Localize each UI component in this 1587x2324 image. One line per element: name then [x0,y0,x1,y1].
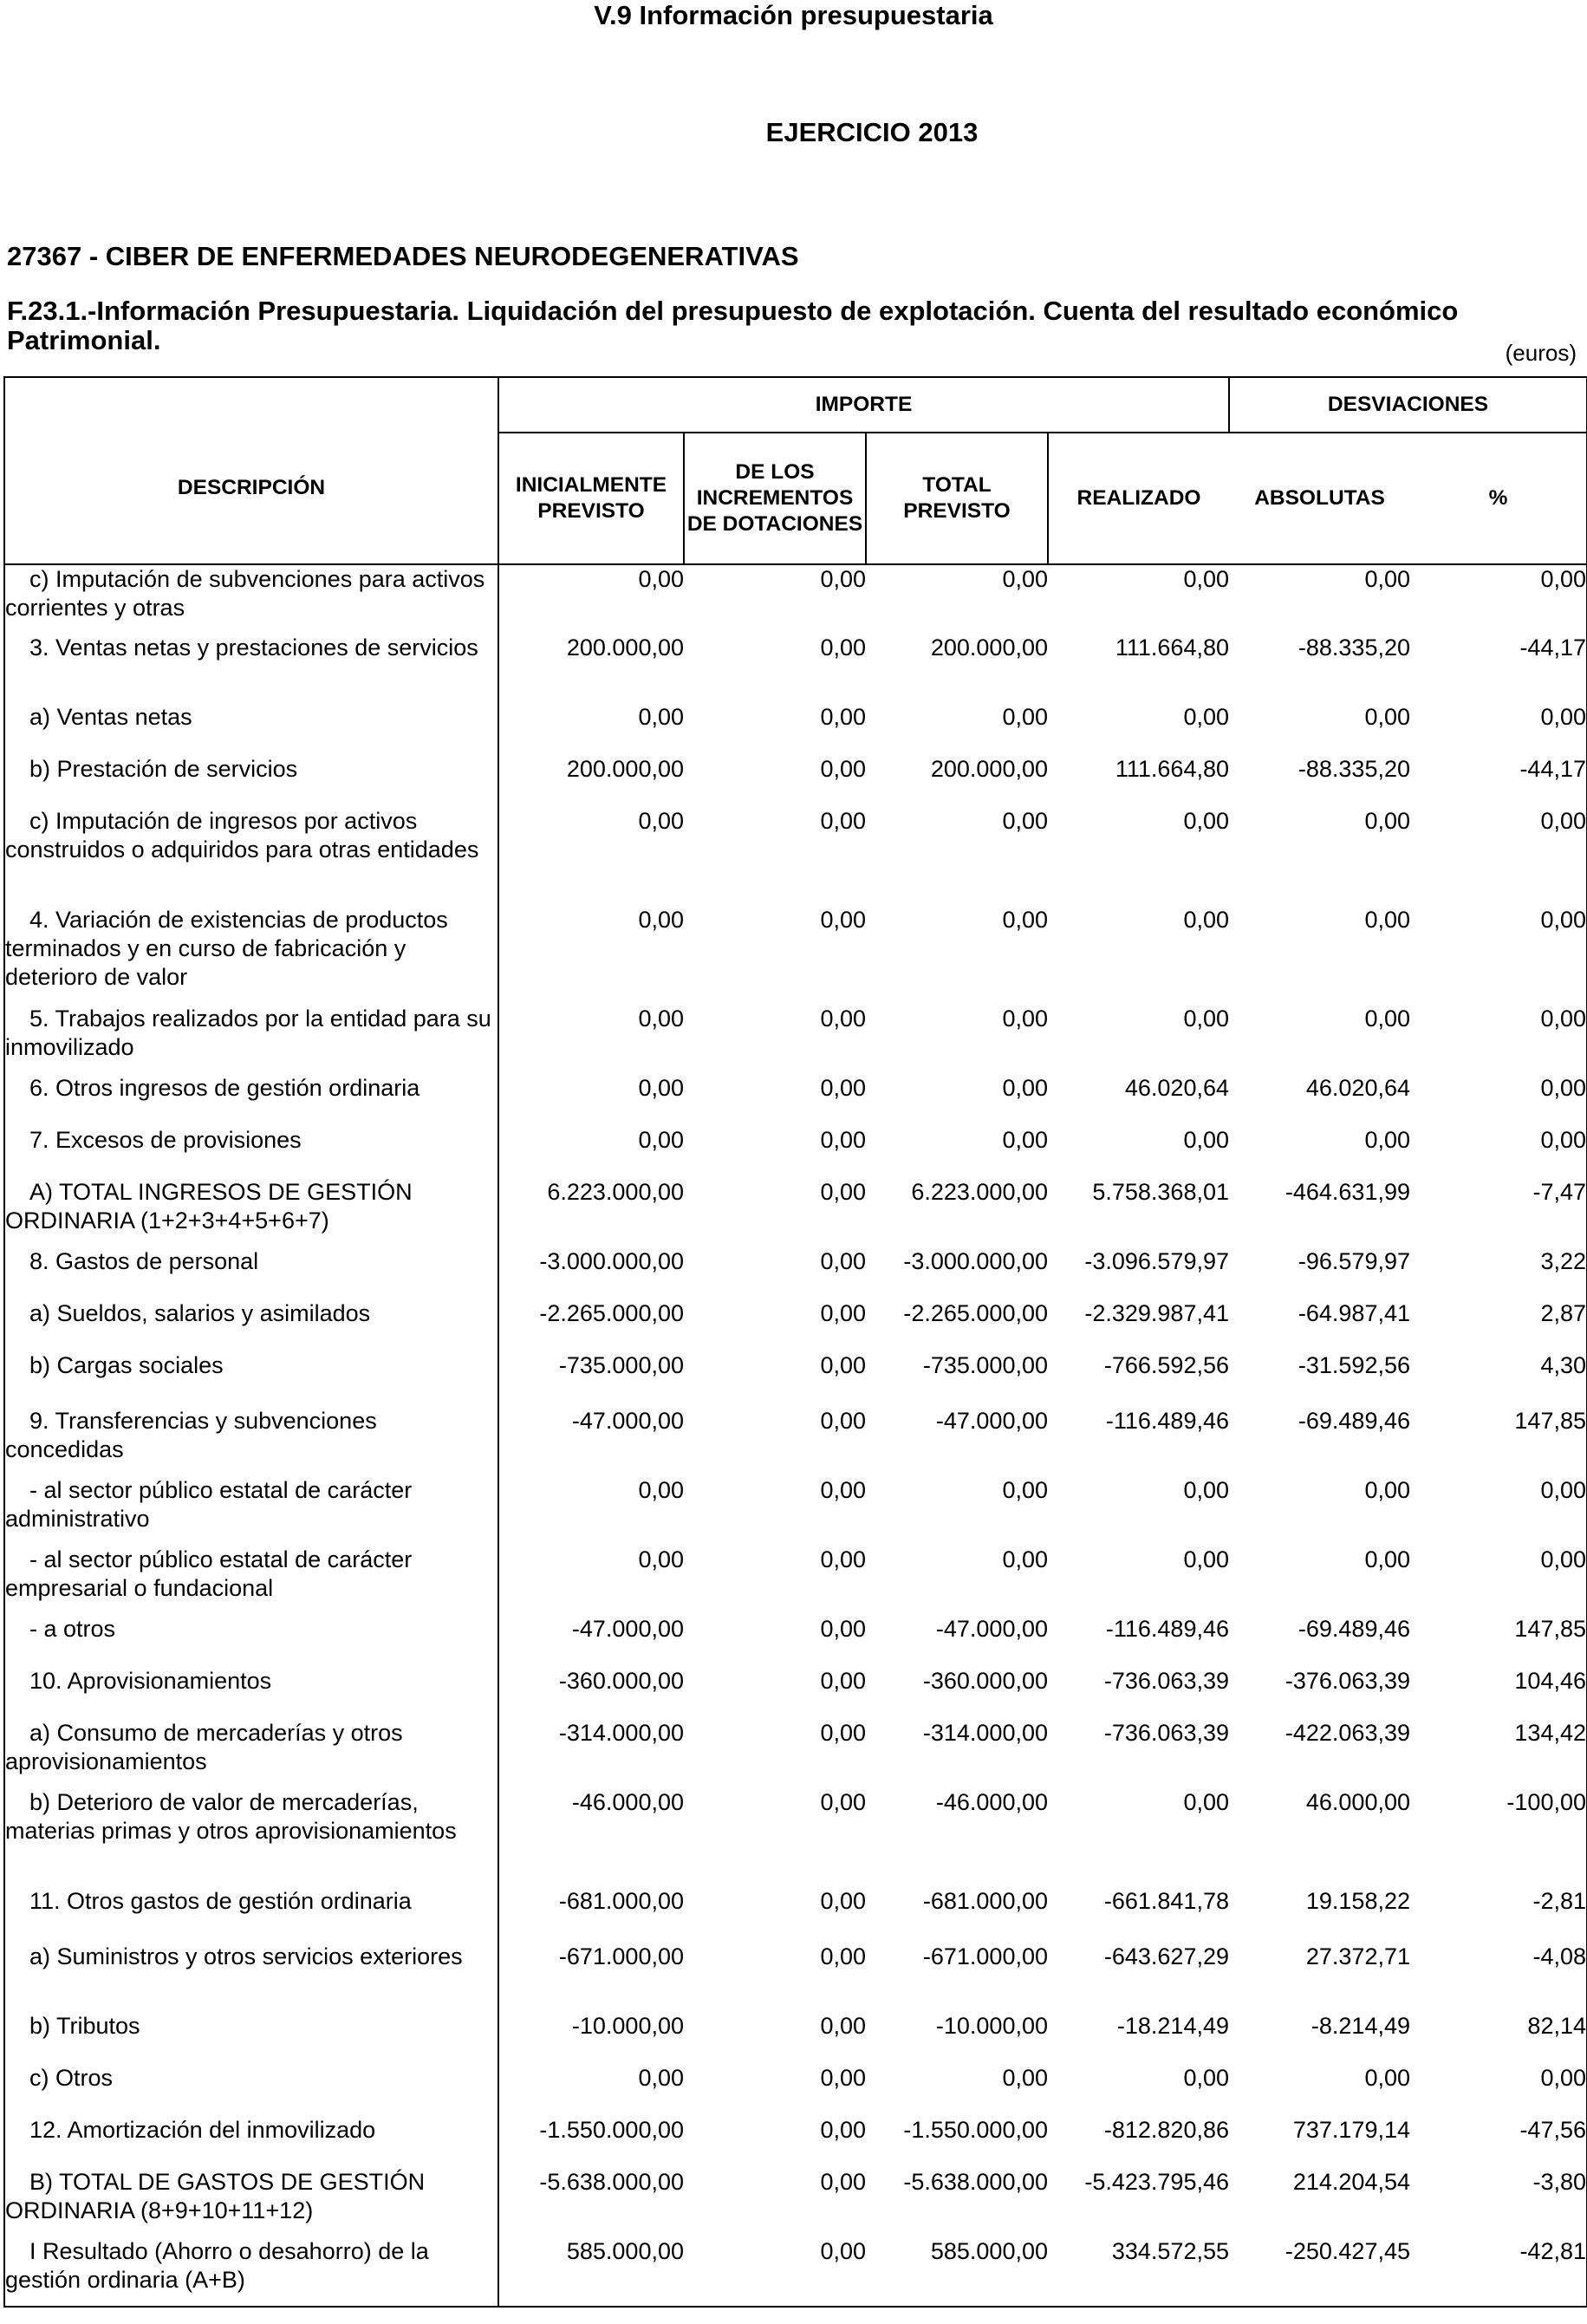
cell-total-previsto: -314.000,00 [922,1720,1048,1746]
cell-total-previsto: -360.000,00 [922,1668,1048,1694]
cell-absolutas: 46.000,00 [1305,1789,1410,1815]
row-description: c) Imputación de ingresos por activos construidos o adquiridos para otras entidades [4,807,498,906]
table-row [4,564,1587,634]
cell-porcentaje: 0,00 [1410,1074,1587,1126]
cell-porcentaje: -100,00 [1410,1788,1587,1887]
cell-porcentaje: 0,00 [1410,906,1587,1005]
cell-porcentaje: 0,00 [1410,807,1587,906]
cell-incrementos: 0,00 [820,1720,866,1746]
cell-realizado: 0,00 [1183,907,1229,933]
cell-realizado: 0,00 [1183,2065,1229,2091]
cell-absolutas: 214.204,54 [1292,2169,1410,2195]
table-row [4,1476,1587,1546]
col-header-realizado: REALIZADO [1048,433,1229,564]
cell-realizado: 0,00 [1183,1546,1229,1572]
row-description: a) Suministros y otros servicios exteriores [4,1943,498,2012]
cell-total-previsto: 6.223.000,00 [911,1179,1048,1205]
table-row [4,2012,1587,2064]
cell-absolutas: 0,00 [1364,1127,1410,1153]
cell-incrementos: 0,00 [820,2013,866,2039]
cell-realizado: -5.423.795,46 [1084,2169,1229,2195]
cell-total-previsto: 585.000,00 [866,2237,1048,2307]
cell-incrementos: 0,00 [820,1616,866,1642]
cell-inicialmente-previsto: -360.000,00 [498,1667,684,1719]
cell-total-previsto: 200.000,00 [930,756,1048,782]
cell-realizado: -2.329.987,41 [1084,1300,1229,1326]
table-row [4,1126,1587,1178]
group-header-desviaciones: DESVIACIONES [1229,377,1587,433]
cell-absolutas: 0,00 [1364,2065,1410,2091]
cell-porcentaje: -44,17 [1410,634,1587,703]
row-description: c) Imputación de subvenciones para activos corrientes y otras [4,564,498,634]
cell-incrementos: 0,00 [820,1668,866,1694]
col-header-porcentaje: % [1410,433,1587,564]
cell-realizado: 0,00 [1183,1789,1229,1815]
cell-realizado: 0,00 [1183,566,1229,592]
cell-porcentaje: 4,30 [1410,1351,1587,1407]
cell-total-previsto: 0,00 [1002,907,1048,933]
cell-absolutas: -69.489,46 [1298,1408,1410,1434]
cell-incrementos: 0,00 [820,566,866,592]
cell-inicialmente-previsto: -2.265.000,00 [498,1299,684,1351]
cell-inicialmente-previsto: 0,00 [498,1005,684,1074]
cell-realizado: 0,00 [1183,808,1229,834]
cell-porcentaje: 0,00 [1410,564,1587,634]
cell-inicialmente-previsto: 0,00 [498,1126,684,1178]
cell-absolutas: 0,00 [1364,808,1410,834]
cell-porcentaje: 2,87 [1410,1299,1587,1351]
cell-inicialmente-previsto: 6.223.000,00 [498,1178,684,1247]
cell-absolutas: 0,00 [1364,1477,1410,1503]
row-description: 9. Transferencias y subvenciones concedidas [4,1407,498,1476]
cell-realizado: 111.664,80 [1115,756,1229,782]
cell-porcentaje: 3,22 [1410,1247,1587,1299]
table-row [4,1615,1587,1667]
row-description: a) Ventas netas [4,703,498,755]
table-row [4,755,1587,807]
row-description: b) Tributos [4,2012,498,2064]
row-description: b) Cargas sociales [4,1351,498,1407]
table-row [4,906,1587,1005]
cell-inicialmente-previsto: 0,00 [498,564,684,634]
cell-total-previsto: 0,00 [1002,704,1048,730]
section-title: V.9 Información presupuestaria [594,0,993,30]
cell-incrementos: 0,00 [820,1546,866,1572]
cell-inicialmente-previsto: -47.000,00 [498,1615,684,1667]
row-description: - al sector público estatal de carácter administrativo [4,1476,498,1546]
cell-inicialmente-previsto: 0,00 [498,703,684,755]
cell-incrementos: 0,00 [820,1300,866,1326]
cell-inicialmente-previsto: 0,00 [498,1074,684,1126]
row-description: 11. Otros gastos de gestión ordinaria [4,1887,498,1943]
table-row [4,1074,1587,1126]
cell-incrementos: 0,00 [820,1352,866,1378]
row-description: 8. Gastos de personal [4,1247,498,1299]
row-description: 10. Aprovisionamientos [4,1667,498,1719]
cell-total-previsto: -1.550.000,00 [903,2117,1048,2143]
cell-inicialmente-previsto: -671.000,00 [498,1943,684,2012]
col-header-absolutas: ABSOLUTAS [1229,433,1410,564]
cell-incrementos: 0,00 [820,2117,866,2143]
cell-incrementos: 0,00 [820,1943,866,1969]
cell-incrementos: 0,00 [820,635,866,661]
cell-absolutas: -64.987,41 [1298,1300,1410,1326]
cell-porcentaje: 0,00 [1410,703,1587,755]
cell-absolutas: 0,00 [1364,1546,1410,1572]
cell-total-previsto: -10.000,00 [935,2013,1048,2039]
cell-total-previsto: -735.000,00 [922,1352,1048,1378]
cell-absolutas: 0,00 [1364,1006,1410,1032]
cell-porcentaje: 147,85 [1410,1615,1587,1667]
cell-incrementos: 0,00 [820,704,866,730]
row-description: a) Sueldos, salarios y asimilados [4,1299,498,1351]
cell-total-previsto: -3.000.000,00 [903,1248,1048,1274]
cell-absolutas: -250.427,45 [1229,2237,1410,2307]
cell-absolutas: -376.063,39 [1285,1668,1410,1694]
cell-incrementos: 0,00 [820,808,866,834]
cell-inicialmente-previsto: 200.000,00 [498,634,684,703]
cell-porcentaje: 0,00 [1410,1476,1587,1546]
cell-absolutas: -464.631,99 [1285,1179,1410,1205]
row-description: b) Prestación de servicios [4,755,498,807]
cell-incrementos: 0,00 [820,2065,866,2091]
table-row [4,2064,1587,2116]
cell-porcentaje: 0,00 [1410,1126,1587,1178]
row-description: a) Consumo de mercaderías y otros aprovisionamientos [4,1719,498,1788]
cell-absolutas: -96.579,97 [1298,1248,1410,1274]
row-description: c) Otros [4,2064,498,2116]
cell-total-previsto: -5.638.000,00 [903,2169,1048,2195]
cell-inicialmente-previsto: -735.000,00 [498,1351,684,1407]
cell-incrementos: 0,00 [820,1248,866,1274]
cell-total-previsto: 0,00 [1002,2065,1048,2091]
cell-porcentaje: -2,81 [1410,1887,1587,1943]
cell-incrementos: 0,00 [684,2237,866,2307]
cell-inicialmente-previsto: 0,00 [498,1546,684,1615]
cell-porcentaje: -47,56 [1410,2116,1587,2168]
cell-incrementos: 0,00 [820,1075,866,1101]
cell-absolutas: 0,00 [1364,907,1410,933]
budget-table [3,376,1587,2308]
cell-inicialmente-previsto: 0,00 [498,1476,684,1546]
table-row [4,807,1587,906]
cell-absolutas: -88.335,20 [1298,756,1410,782]
exercise-title: EJERCICIO 2013 [765,117,979,147]
cell-porcentaje: -4,08 [1410,1943,1587,2012]
row-description: - a otros [4,1615,498,1667]
cell-realizado: -766.592,56 [1103,1352,1229,1378]
cell-inicialmente-previsto: -314.000,00 [498,1719,684,1788]
table-row [4,703,1587,755]
cell-realizado: -736.063,39 [1103,1720,1229,1746]
cell-realizado: -661.841,78 [1103,1888,1229,1914]
cell-total-previsto: 0,00 [1002,566,1048,592]
entity-name: 27367 - CIBER DE ENFERMEDADES NEURODEGENERATIVAS [7,241,799,271]
cell-realizado: 0,00 [1183,1477,1229,1503]
cell-porcentaje: -3,80 [1410,2168,1587,2237]
cell-realizado: -736.063,39 [1103,1668,1229,1694]
table-row [4,1887,1587,1943]
cell-realizado: 0,00 [1183,1127,1229,1153]
cell-inicialmente-previsto: -5.638.000,00 [498,2168,684,2237]
cell-inicialmente-previsto: -47.000,00 [498,1407,684,1476]
cell-realizado: -116.489,46 [1105,1616,1229,1642]
table-body [4,564,1587,2307]
form-title: F.23.1.-Información Presupuestaria. Liquidación del presupuesto de explotación. Cuenta del resultado económico Patrimonial. [7,296,1459,355]
units-label: (euros) [1505,340,1577,366]
cell-incrementos: 0,00 [820,1127,866,1153]
cell-total-previsto: -47.000,00 [935,1616,1048,1642]
cell-absolutas: 0,00 [1364,566,1410,592]
table-row [4,1299,1587,1351]
cell-absolutas: -422.063,39 [1285,1720,1410,1746]
table-row [4,1719,1587,1788]
table-row [4,1407,1587,1476]
cell-porcentaje: 134,42 [1410,1719,1587,1788]
cell-absolutas: 0,00 [1364,704,1410,730]
col-header-descripcion: DESCRIPCIÓN [4,377,498,564]
table-row [4,1005,1587,1074]
cell-total-previsto: 0,00 [1002,1127,1048,1153]
cell-incrementos: 0,00 [820,756,866,782]
cell-total-previsto: 0,00 [1002,1477,1048,1503]
row-description: 4. Variación de existencias de productos terminados y en curso de fabricación y deterioro de valor [4,906,498,1005]
cell-absolutas: 737.179,14 [1292,2117,1410,2143]
cell-realizado: 0,00 [1183,704,1229,730]
row-description: I Resultado (Ahorro o desahorro) de la gestión ordinaria (A+B) [4,2237,498,2307]
cell-realizado: 334.572,55 [1048,2237,1229,2307]
cell-porcentaje: 82,14 [1410,2012,1587,2064]
table-row [4,1546,1587,1615]
table-row [4,2116,1587,2168]
cell-porcentaje: -44,17 [1410,755,1587,807]
cell-realizado: -643.627,29 [1103,1943,1229,1969]
row-description: - al sector público estatal de carácter empresarial o fundacional [4,1546,498,1615]
row-description: 5. Trabajos realizados por la entidad para su inmovilizado [4,1005,498,1074]
cell-realizado: -812.820,86 [1103,2117,1229,2143]
cell-porcentaje: 0,00 [1410,1546,1587,1615]
cell-incrementos: 0,00 [820,1179,866,1205]
cell-total-previsto: 0,00 [1002,808,1048,834]
table-row [4,634,1587,703]
group-header-row [4,377,1587,433]
row-description: 7. Excesos de provisiones [4,1126,498,1178]
cell-incrementos: 0,00 [820,907,866,933]
cell-inicialmente-previsto: -46.000,00 [498,1788,684,1887]
cell-incrementos: 0,00 [820,1888,866,1914]
col-header-inicialmente-previsto: INICIALMENTE PREVISTO [498,433,684,564]
cell-realizado: 5.758.368,01 [1092,1179,1229,1205]
col-header-total-previsto: TOTAL PREVISTO [866,433,1048,564]
row-description: 12. Amortización del inmovilizado [4,2116,498,2168]
cell-realizado: 46.020,64 [1124,1075,1229,1101]
cell-inicialmente-previsto: 585.000,00 [498,2237,684,2307]
cell-incrementos: 0,00 [820,1408,866,1434]
cell-inicialmente-previsto: 0,00 [498,906,684,1005]
cell-realizado: 0,00 [1183,1006,1229,1032]
cell-absolutas: -31.592,56 [1298,1352,1410,1378]
table-row [4,1943,1587,2012]
cell-incrementos: 0,00 [820,1789,866,1815]
table-row [4,1247,1587,1299]
cell-realizado: -18.214,49 [1116,2013,1229,2039]
cell-incrementos: 0,00 [820,1006,866,1032]
cell-inicialmente-previsto: -3.000.000,00 [498,1247,684,1299]
cell-absolutas: 46.020,64 [1305,1075,1410,1101]
cell-absolutas: 27.372,71 [1305,1943,1410,1969]
cell-total-previsto: -681.000,00 [922,1888,1048,1914]
group-header-importe: IMPORTE [498,377,1229,433]
table-row [4,2237,1587,2307]
cell-realizado: -3.096.579,97 [1084,1248,1229,1274]
cell-inicialmente-previsto: 200.000,00 [498,755,684,807]
cell-total-previsto: -671.000,00 [922,1943,1048,1969]
cell-total-previsto: 0,00 [1002,1006,1048,1032]
cell-porcentaje: 104,46 [1410,1667,1587,1719]
cell-realizado: 111.664,80 [1115,635,1229,661]
cell-inicialmente-previsto: -1.550.000,00 [498,2116,684,2168]
row-description: B) TOTAL DE GASTOS DE GESTIÓN ORDINARIA (8+9+10+11+12) [4,2168,498,2237]
table-row [4,2168,1587,2237]
cell-total-previsto: -46.000,00 [935,1789,1048,1815]
cell-incrementos: 0,00 [820,2169,866,2195]
cell-inicialmente-previsto: 0,00 [498,807,684,906]
col-header-incrementos: DE LOS INCREMENTOS DE DOTACIONES [684,433,866,564]
cell-total-previsto: 0,00 [1002,1546,1048,1572]
cell-total-previsto: 0,00 [1002,1075,1048,1101]
table-row [4,1788,1587,1887]
cell-total-previsto: -47.000,00 [935,1408,1048,1434]
cell-absolutas: -69.489,46 [1298,1616,1410,1642]
cell-total-previsto: -2.265.000,00 [903,1300,1048,1326]
cell-porcentaje: 147,85 [1410,1407,1587,1476]
cell-inicialmente-previsto: 0,00 [498,2064,684,2116]
cell-porcentaje: 0,00 [1410,2064,1587,2116]
row-description: b) Deterioro de valor de mercaderías, materias primas y otros aprovisionamientos [4,1788,498,1887]
table-row [4,1178,1587,1247]
row-description: A) TOTAL INGRESOS DE GESTIÓN ORDINARIA (1+2+3+4+5+6+7) [4,1178,498,1247]
cell-porcentaje: -42,81 [1410,2237,1587,2307]
row-description: 3. Ventas netas y prestaciones de servicios [4,634,498,703]
cell-absolutas: -88.335,20 [1298,635,1410,661]
cell-inicialmente-previsto: -681.000,00 [498,1887,684,1943]
row-description: 6. Otros ingresos de gestión ordinaria [4,1074,498,1126]
cell-porcentaje: -7,47 [1410,1178,1587,1247]
table-row [4,1667,1587,1719]
cell-porcentaje: 0,00 [1410,1005,1587,1074]
cell-absolutas: -8.214,49 [1311,2013,1410,2039]
cell-incrementos: 0,00 [820,1477,866,1503]
cell-inicialmente-previsto: -10.000,00 [498,2012,684,2064]
cell-total-previsto: 200.000,00 [930,635,1048,661]
table-row [4,1351,1587,1407]
cell-absolutas: 19.158,22 [1305,1888,1410,1914]
cell-realizado: -116.489,46 [1105,1408,1229,1434]
